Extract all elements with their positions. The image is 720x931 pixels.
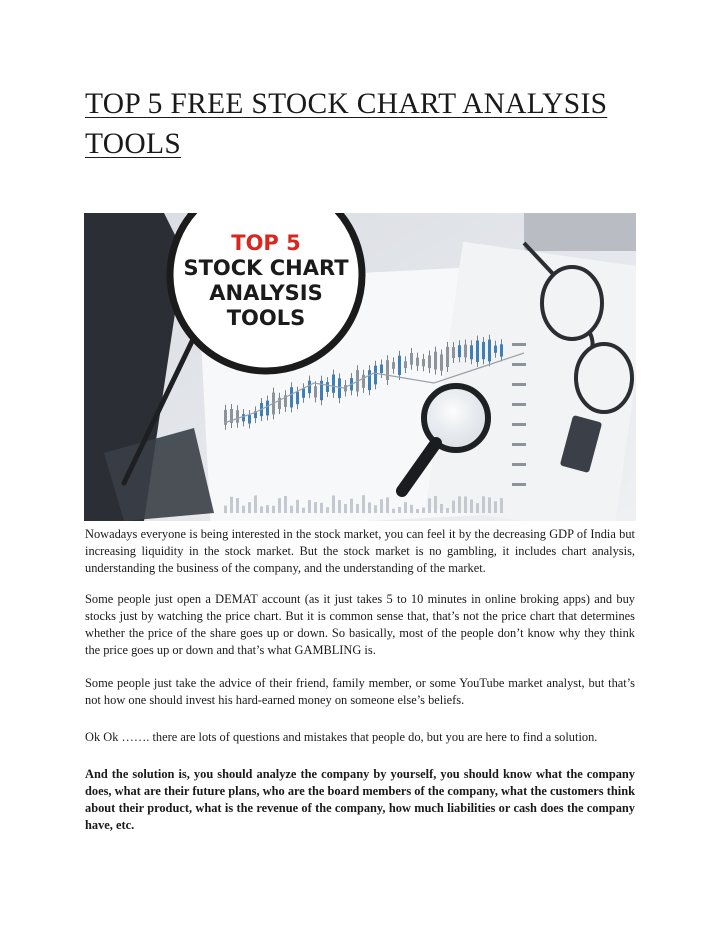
hero-image [84, 213, 636, 521]
paragraph-5: And the solution is, you should analyze the company by yourself, you should know what the company does, what are their future plans, who are the board members of the company, what the customers think about their product, what is the revenue of the company, how much liabilities or cash does the company have, etc. [85, 767, 635, 832]
paragraph-4: Ok Ok ……. there are lots of questions and mistakes that people do, but you are here to find a solution. [85, 730, 598, 744]
badge-line-2: STOCK CHART [183, 256, 349, 280]
badge-line-4: TOOLS [226, 306, 306, 330]
paragraph-2: Some people just open a DEMAT account (as it just takes 5 to 10 minutes in online broking apps) and buy stocks just by watching the price chart. But it is common sense that, that’s not the price chart that determines whether the price of the share goes up or down. So basically, most of the people don’t know why they think the price goes up or down and that’s what GAMBLING is. [85, 592, 635, 657]
title-badge [170, 213, 362, 371]
badge-line-1: TOP 5 [231, 231, 301, 255]
paragraph-3: Some people just take the advice of their friend, family member, or some YouTube market analyst, but that’s not how one should invest his hard-earned money on someone else’s beliefs. [85, 676, 635, 707]
badge-line-3: ANALYSIS [209, 281, 323, 305]
page-title: TOP 5 FREE STOCK CHART ANALYSIS TOOLS [85, 88, 608, 160]
paragraph-1: Nowadays everyone is being interested in the stock market, you can feel it by the decreasing GDP of India but increasing liquidity in the stock market. But the stock market is no gambling, it includes chart analysis, understanding the business of the company, and the understanding of the market. [85, 527, 635, 575]
